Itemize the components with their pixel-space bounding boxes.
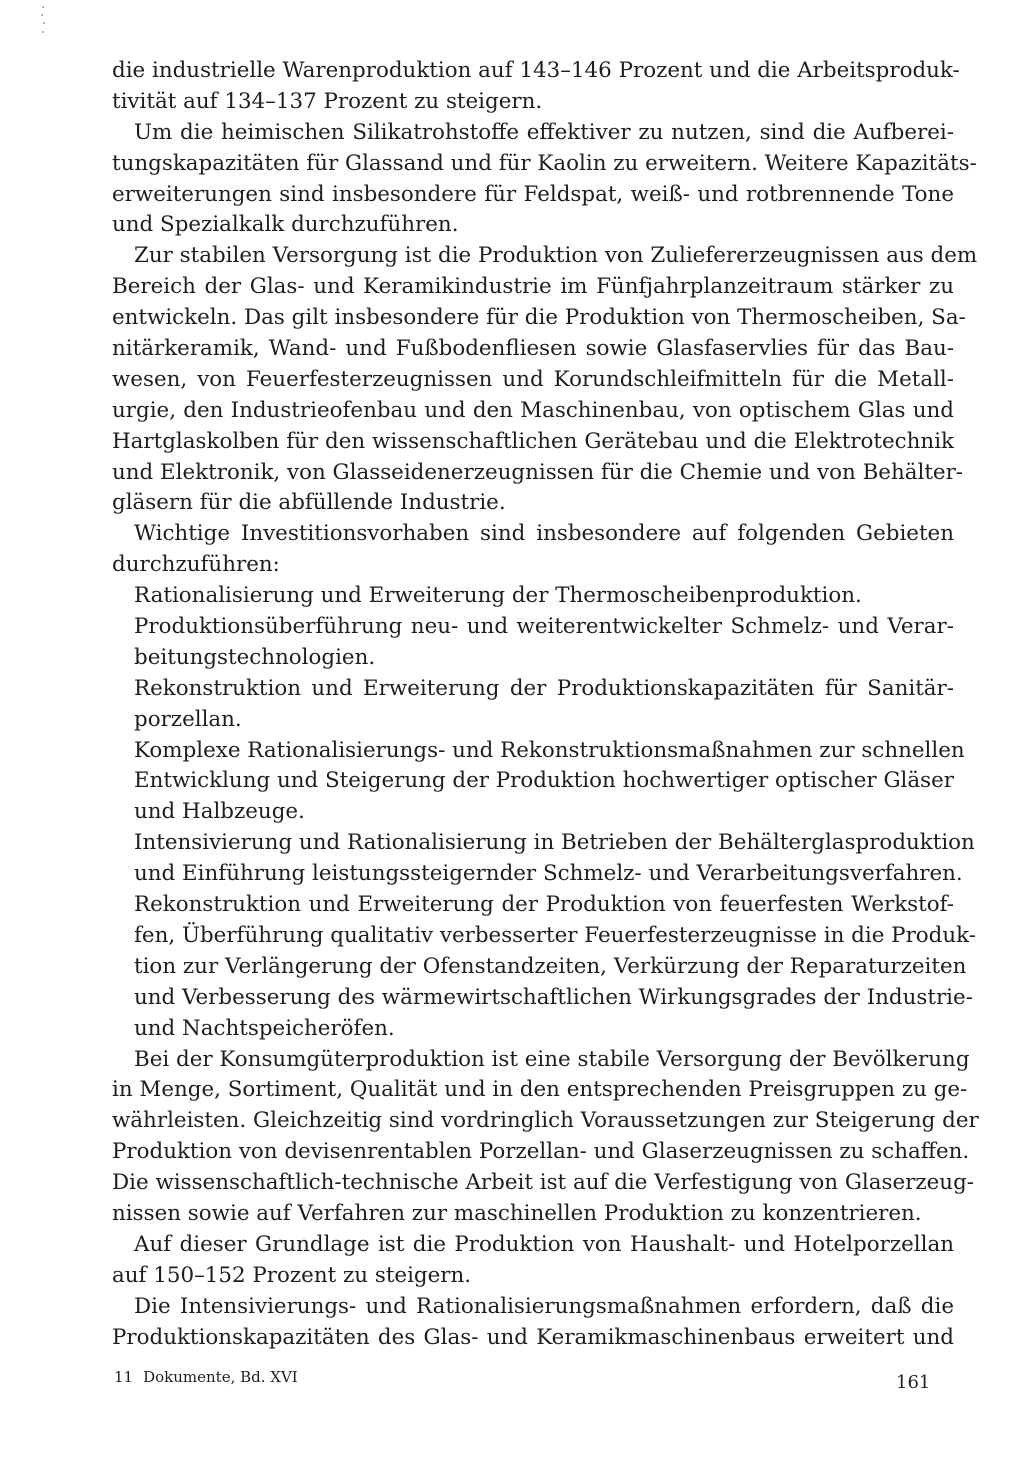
text-line: nitärkeramik, Wand- und Fußbodenfliesen sowie Glasfaservlies für das Bau- [112,336,954,362]
signature-number: 11 [114,1368,134,1386]
text-line: erweiterungen sind insbesondere für Feldspat, weiß- und rotbrennende Tone [112,181,954,207]
list-item: Produktionsüberführung neu- und weiterentwickelter Schmelz- und Verar- [134,614,954,640]
text-line: Produktion von devisenrentablen Porzellan- und Glaserzeugnissen zu schaffen. [112,1139,970,1165]
list-item: und Verbesserung des wärmewirtschaftlichen Wirkungsgrades der Industrie- [134,984,973,1010]
body-text [112,56,979,1353]
footer-signature [114,1368,308,1386]
text-line: durchzuführen: [112,552,280,578]
text-line: Die wissenschaftlich-technische Arbeit ist auf die Verfestigung von Glaserzeug- [112,1170,974,1196]
text-line: Wichtige Investitionsvorhaben sind insbesondere auf folgenden Gebieten [134,521,954,547]
text-line: Zur stabilen Versorgung ist die Produktion von Zuliefererzeugnissen aus dem [134,243,978,269]
list-item: Rekonstruktion und Erweiterung der Produktion von feuerfesten Werkstof- [134,892,954,918]
text-line: und Spezialkalk durchzuführen. [112,212,459,238]
text-line: tivität auf 134–137 Prozent zu steigern. [112,88,543,114]
list-item: Entwicklung und Steigerung der Produktion hochwertiger optischer Gläser [134,768,954,794]
text-line: in Menge, Sortiment, Qualität und in den entsprechenden Preisgruppen zu ge- [112,1077,968,1103]
text-line: Bei der Konsumgüterproduktion ist eine stabile Versorgung der Bevölkerung [134,1046,970,1072]
text-line: wesen, von Feuerfesterzeugnissen und Korundschleifmitteln für die Metall- [112,366,954,392]
text-line: auf 150–152 Prozent zu steigern. [112,1262,472,1288]
text-line: gläsern für die abfüllende Industrie. [112,490,506,516]
text-line: und Elektronik, von Glasseidenerzeugnissen für die Chemie und von Behälter- [112,459,964,485]
list-item: Rekonstruktion und Erweiterung der Produktionskapazitäten für Sanitär- [134,675,954,701]
list-item: porzellan. [134,706,242,732]
list-item: Komplexe Rationalisierungs- und Rekonstruktionsmaßnahmen zur schnellen [134,737,965,763]
list-item: Intensivierung und Rationalisierung in Betrieben der Behälterglasproduktion [134,830,975,856]
text-line: Bereich der Glas- und Keramikindustrie im Fünfjahrplanzeitraum stärker zu [112,274,954,300]
list-item: und Halbzeuge. [134,799,305,825]
text-line: entwickeln. Das gilt insbesondere für die Produktion von Thermoscheiben, Sa- [112,305,966,331]
list-item: und Einführung leistungssteigernder Schmelz- und Verarbeitungsverfahren. [134,861,963,887]
page-number: 161 [896,1372,931,1393]
text-line: Produktionskapazitäten des Glas- und Keramikmaschinenbaus erweitert und [112,1324,954,1350]
list-item: und Nachtspeicheröfen. [134,1015,395,1041]
list-item: tion zur Verlängerung der Ofenstandzeiten, Verkürzung der Reparaturzeiten [134,953,967,979]
text-line: währleisten. Gleichzeitig sind vordringlich Voraussetzungen zur Steigerung der [112,1108,979,1134]
text-line: die industrielle Warenproduktion auf 143–146 Prozent und die Arbeitsproduk- [112,58,960,83]
text-line: Die Intensivierungs- und Rationalisierungsmaßnahmen erfordern, daß die [134,1293,954,1319]
scan-artifact [40,0,46,40]
text-line: Um die heimischen Silikatrohstoffe effektiver zu nutzen, sind die Aufberei- [134,119,954,145]
text-line: Hartglaskolben für den wissenschaftlichen Gerätebau und die Elektrotechnik [112,428,954,454]
list-item: fen, Überführung qualitativ verbesserter Feuerfesterzeugnisse in die Produk- [134,922,976,948]
list-item: Rationalisierung und Erweiterung der Thermoscheibenproduktion. [134,583,862,609]
text-line: tungskapazitäten für Glassand und für Kaolin zu erweitern. Weitere Kapazitäts- [112,150,977,176]
list-item: beitungstechnologien. [134,644,376,670]
signature-text: Dokumente, Bd. XVI [143,1368,298,1386]
text-line: Auf dieser Grundlage ist die Produktion von Haushalt- und Hotelporzellan [134,1231,954,1257]
text-line: urgie, den Industrieofenbau und den Maschinenbau, von optischem Glas und [112,397,954,423]
text-line: nissen sowie auf Verfahren zur maschinellen Produktion zu konzentrieren. [112,1200,922,1226]
